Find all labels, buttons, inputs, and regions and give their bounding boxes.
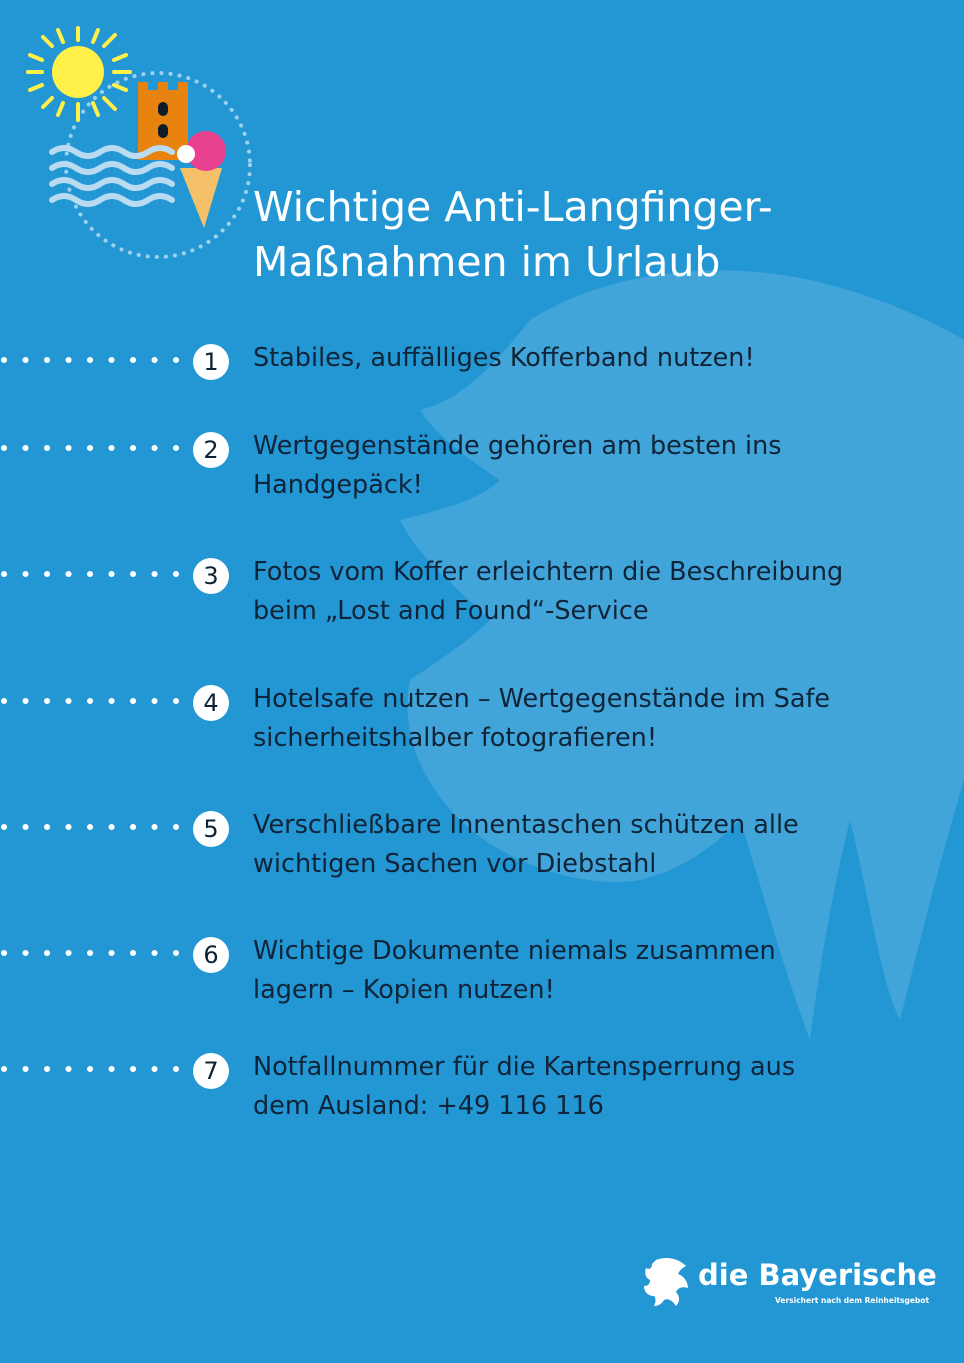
- tip-text: Wichtige Dokumente niemals zusammen lagern – Kopien nutzen!: [253, 936, 776, 1005]
- tip-number-badge: 3: [193, 558, 229, 594]
- tip-number-badge: 7: [193, 1053, 229, 1089]
- vacation-illustration: [18, 20, 258, 270]
- title-line-2: Maßnahmen im Urlaub: [253, 238, 721, 286]
- tip-number-badge: 2: [193, 432, 229, 468]
- tip-number-badge: 1: [193, 344, 229, 380]
- brand-name: die Bayerische: [698, 1258, 937, 1292]
- dotted-leader: [0, 356, 180, 364]
- tip-text: Notfallnummer für die Kartensperrung aus dem Ausland: +49 116 116: [253, 1052, 796, 1121]
- brand-tagline: Versichert nach dem Reinheitsgebot: [775, 1296, 930, 1305]
- dotted-leader: [0, 949, 180, 957]
- dotted-leader: [0, 823, 180, 831]
- dotted-leader: [0, 570, 180, 578]
- tip-text: Hotelsafe nutzen – Wertgegenstände im Safe sicherheitshalber fotografieren!: [253, 684, 831, 753]
- tip-text: Verschließbare Innentaschen schützen alle wichtigen Sachen vor Diebstahl: [253, 810, 799, 879]
- brand-logo: [642, 1256, 937, 1312]
- dotted-leader: [0, 697, 180, 705]
- tip-number-badge: 5: [193, 811, 229, 847]
- page-title: [253, 180, 933, 290]
- tip-text: Stabiles, auffälliges Kofferband nutzen!: [253, 343, 755, 373]
- title-line-1: Wichtige Anti-Langfinger-: [253, 183, 773, 231]
- tip-number-badge: 4: [193, 685, 229, 721]
- dotted-leader: [0, 1065, 180, 1073]
- dotted-leader: [0, 444, 180, 452]
- ice-cream-icon: [177, 131, 226, 228]
- lion-icon: [642, 1256, 690, 1308]
- tip-number-badge: 6: [193, 937, 229, 973]
- tip-text: Wertgegenstände gehören am besten ins Handgepäck!: [253, 431, 782, 500]
- sun-icon: [28, 28, 130, 120]
- tip-text: Fotos vom Koffer erleichtern die Beschreibung beim „Lost and Found“-Service: [253, 557, 844, 626]
